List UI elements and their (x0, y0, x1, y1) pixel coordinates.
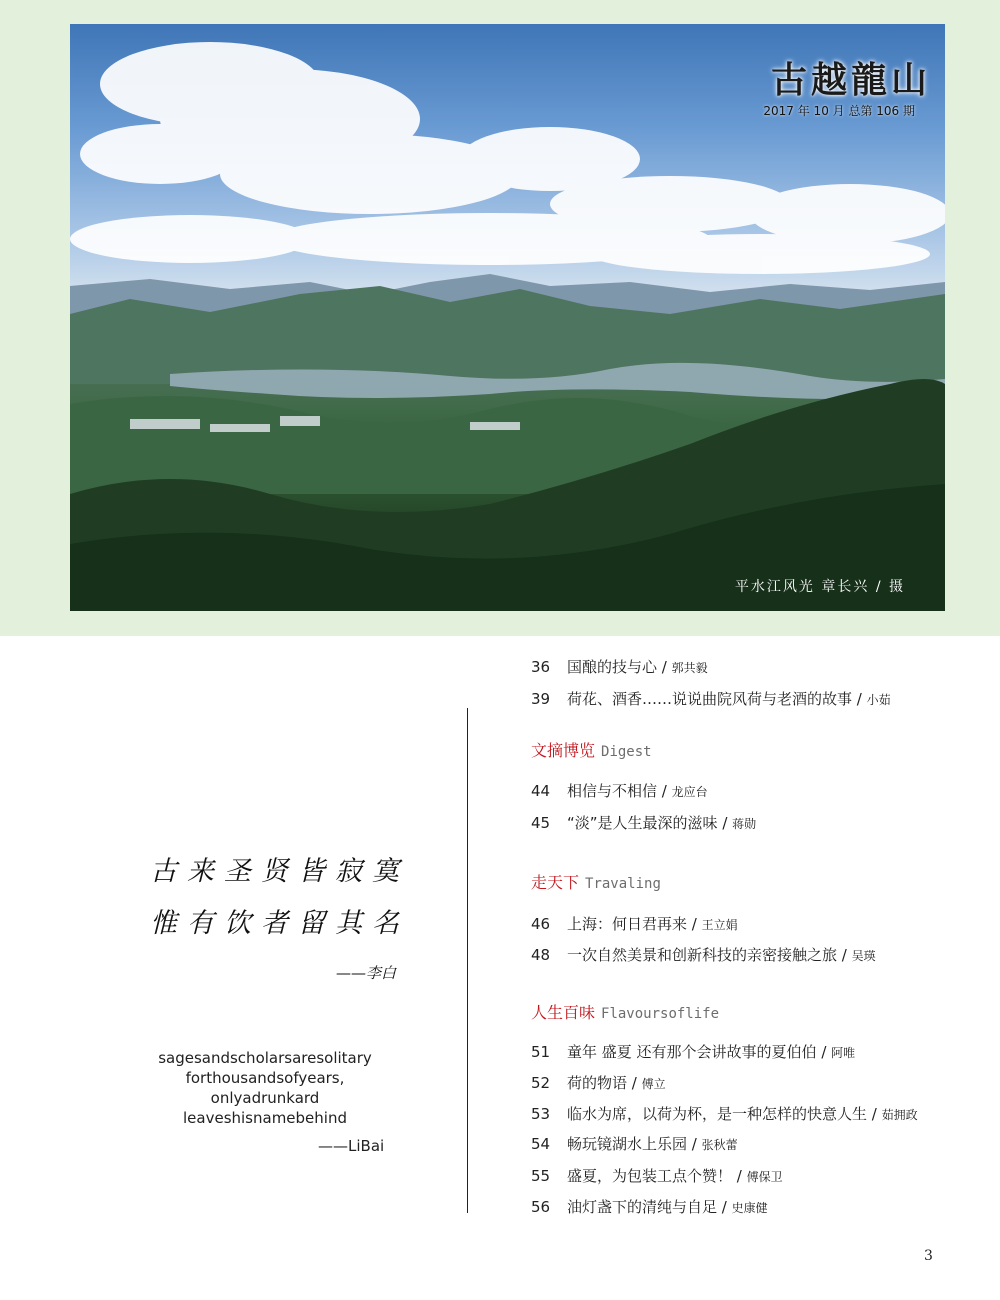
separator: / (687, 1135, 702, 1153)
article-title: 畅玩镜湖水上乐园 (567, 1135, 688, 1153)
article-title: 临水为席，以荷为杯，是一种怎样的快意人生 (567, 1105, 868, 1123)
article-author: 阿唯 (831, 1046, 856, 1060)
article-author: 史康健 (731, 1201, 768, 1215)
separator: / (687, 915, 702, 933)
section-title-en: Flavoursoflife (601, 1006, 720, 1022)
poem-translation (130, 1048, 400, 1128)
separator: / (867, 1105, 882, 1123)
separator: / (816, 1043, 832, 1061)
section-heading-life (531, 1000, 719, 1023)
translation-author: ——LiBai (318, 1137, 385, 1155)
column-divider (467, 708, 468, 1213)
article-title: “淡”是人生最深的滋味 (567, 814, 718, 832)
toc-entry[interactable] (531, 913, 738, 934)
toc-entry[interactable] (531, 1041, 855, 1062)
poem-block (150, 846, 409, 950)
translation-line: forthousandsofyears, (185, 1069, 345, 1087)
article-author: 张秋蕾 (701, 1138, 738, 1152)
separator: / (732, 1167, 747, 1185)
article-author: 茹拥政 (881, 1108, 918, 1122)
separator: / (657, 782, 672, 800)
section-title-cn: 人生百味 (531, 1003, 596, 1022)
article-author: 郭共毅 (671, 661, 708, 675)
poem-line: 古来圣贤皆寂寞 (150, 856, 409, 887)
article-author: 吴瑛 (851, 949, 876, 963)
article-author: 蒋勋 (732, 817, 757, 831)
photo-caption: 平水江风光 章长兴 / 摄 (734, 579, 905, 595)
article-title: 国酿的技与心 (567, 658, 658, 676)
page-ref: 44 (531, 782, 551, 800)
article-title: 油灯盏下的清纯与自足 (567, 1198, 718, 1216)
poem-author: ——李白 (336, 964, 397, 982)
page-ref: 56 (531, 1198, 551, 1216)
separator: / (837, 946, 852, 964)
toc-entry[interactable] (531, 1103, 918, 1124)
cover-photo (70, 24, 945, 611)
section-title-cn: 文摘博览 (531, 741, 596, 760)
toc-entry[interactable] (531, 944, 876, 965)
toc-entry[interactable] (531, 1196, 768, 1217)
page-ref: 36 (531, 658, 551, 676)
toc-entry[interactable] (531, 1133, 738, 1154)
article-author: 傅保卫 (746, 1170, 783, 1184)
separator: / (657, 658, 672, 676)
article-title: 上海：何日君再来 (567, 915, 688, 933)
page-ref: 39 (531, 690, 551, 708)
article-title: 荷花、酒香……说说曲院风荷与老酒的故事 (567, 690, 853, 708)
issue-date: 2017 年 10 月 总第 106 期 (763, 104, 915, 118)
article-title: 荷的物语 (567, 1074, 628, 1092)
article-author: 小茹 (866, 693, 891, 707)
toc-entry[interactable] (531, 656, 708, 677)
translation-line: leaveshisnamebehind (183, 1109, 347, 1127)
separator: / (717, 814, 733, 832)
section-title-en: Travaling (585, 876, 661, 892)
toc-entry[interactable] (531, 780, 708, 801)
article-title: 一次自然美景和创新科技的亲密接触之旅 (567, 946, 838, 964)
page-ref: 54 (531, 1135, 551, 1153)
article-title: 盛夏，为包装工点个赞！ (567, 1167, 733, 1185)
toc-entry[interactable] (531, 1165, 783, 1186)
translation-line: sagesandscholarsaresolitary (158, 1049, 372, 1067)
section-heading-travel (531, 870, 661, 893)
toc-entry[interactable] (531, 688, 891, 709)
article-title: 相信与不相信 (567, 782, 658, 800)
article-author: 王立娟 (701, 918, 738, 932)
magazine-title: 古越龍山 (770, 59, 931, 101)
translation-line: onlyadrunkard (210, 1089, 320, 1107)
page-ref: 48 (531, 946, 551, 964)
poem-line: 惟有饮者留其名 (150, 908, 409, 939)
article-title: 童年 盛夏 还有那个会讲故事的夏伯伯 (567, 1043, 817, 1061)
section-title-en: Digest (601, 744, 652, 760)
separator: / (852, 690, 867, 708)
article-author: 龙应台 (671, 785, 708, 799)
separator: / (627, 1074, 642, 1092)
section-title-cn: 走天下 (531, 873, 580, 892)
page-ref: 45 (531, 814, 551, 832)
article-author: 傅立 (641, 1077, 666, 1091)
page-ref: 53 (531, 1105, 551, 1123)
page-ref: 46 (531, 915, 551, 933)
page-number: 3 (924, 1248, 933, 1264)
section-heading-digest (531, 738, 652, 761)
page-ref: 51 (531, 1043, 551, 1061)
page-ref: 52 (531, 1074, 551, 1092)
separator: / (717, 1198, 732, 1216)
toc-entry[interactable] (531, 812, 756, 833)
page-ref: 55 (531, 1167, 551, 1185)
toc-entry[interactable] (531, 1072, 666, 1093)
